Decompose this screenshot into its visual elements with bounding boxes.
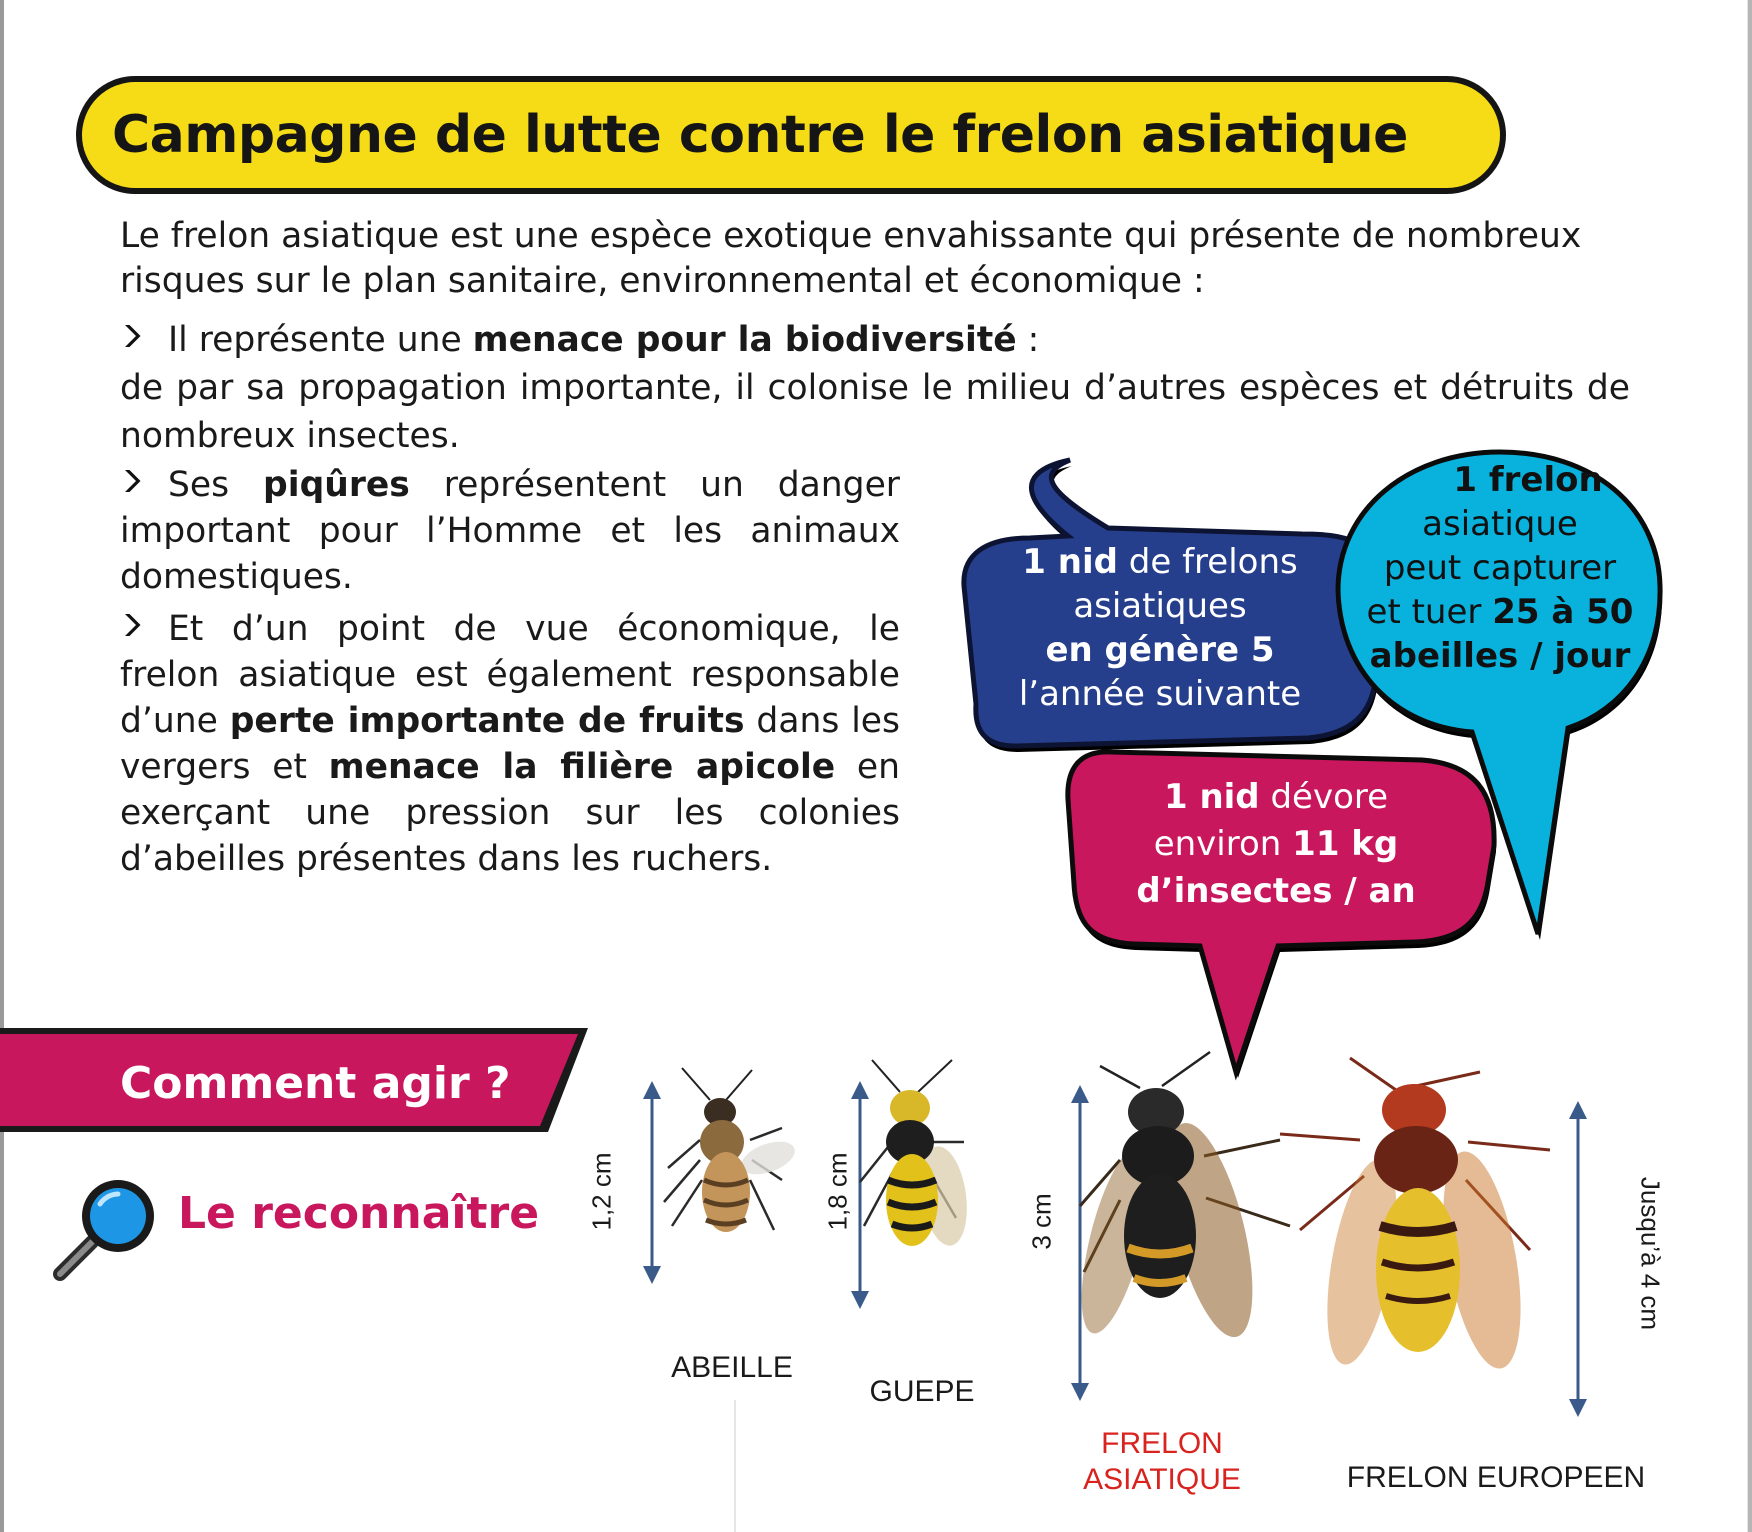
- bubble-line: l’année suivante: [1018, 674, 1302, 714]
- bubble-line: environ: [1153, 824, 1293, 864]
- abeille-size: 1,2 cm: [586, 1152, 617, 1231]
- bullet-text: Et d’un point de vue économique, le frelon asiatique est également responsable d’une: [120, 609, 900, 741]
- bullet-bold: perte importante de fruits: [229, 701, 745, 741]
- section-heading: Comment agir ?: [120, 1058, 511, 1109]
- page-edge-right: [1748, 0, 1752, 1532]
- bubble-bold: 11 kg: [1292, 824, 1399, 864]
- frelon-asiatique-illustration: [1068, 1052, 1290, 1345]
- page-edge-right-inner: [1747, 0, 1748, 1532]
- chevron-right-icon: [120, 469, 144, 493]
- bullet-text: Il représente une: [168, 320, 473, 360]
- bubble-bold: abeilles / jour: [1369, 636, 1631, 676]
- frelon-asiatique-label-line2: ASIATIQUE: [1083, 1463, 1241, 1496]
- frelon-asiatique-label-line1: FRELON: [1101, 1427, 1223, 1460]
- bullet-text: :: [1016, 320, 1040, 360]
- bullet-bold: piqûres: [263, 465, 410, 505]
- title-banner: [76, 76, 1506, 194]
- bubble-line: et tuer: [1366, 592, 1493, 632]
- bullet-bold: menace la filière apicole: [328, 747, 836, 787]
- frelon-asiatique-label: [1052, 1426, 1272, 1498]
- bullet-biodiversite: [120, 318, 1650, 363]
- bubble-devore-text: [1076, 774, 1476, 915]
- bullet-economique: [120, 606, 900, 882]
- guepe-label: GUEPE: [869, 1375, 975, 1408]
- chevron-right-icon: [120, 613, 144, 637]
- chevron-right-icon: [120, 324, 144, 348]
- bubble-bold: 1 nid: [1163, 777, 1260, 817]
- bubble-bold: en génère 5: [1045, 630, 1275, 670]
- bullet-bold: menace pour la biodiversité: [472, 320, 1017, 360]
- intro-paragraph: Le frelon asiatique est une espèce exotique envahissante qui présente de nombreux risques sur le plan sanitaire, environnemental et économique :: [120, 216, 1582, 301]
- guepe-illustration: [860, 1060, 973, 1249]
- frelon-europeen-label: FRELON EUROPEEN: [1346, 1461, 1646, 1494]
- abeille-label: ABEILLE: [671, 1351, 793, 1384]
- bubble-line: peut capturer: [1383, 548, 1617, 588]
- bubble-bold: d’insectes / an: [1136, 871, 1416, 911]
- frelon-asiatique-size: 3 cm: [1026, 1193, 1057, 1250]
- bubble-bold: 1 frelon: [1453, 460, 1603, 500]
- bubble-bold: 25 à 50: [1492, 592, 1634, 632]
- magnifier-icon: [52, 1176, 164, 1284]
- bubble-bold: 1 nid: [1022, 542, 1118, 582]
- bubble-frelon-text: [1340, 458, 1660, 678]
- bubble-line: de frelons: [1117, 542, 1298, 582]
- bubble-line: asiatique: [1422, 504, 1578, 544]
- guepe-size: 1,8 cm: [822, 1152, 853, 1231]
- frelon-europeen-illustration: [1280, 1058, 1550, 1374]
- page-edge-left: [0, 0, 4, 1532]
- bubble-line: asiatiques: [1073, 586, 1247, 626]
- bullet-text: représentent un danger important pour l’Homme et les animaux domestiques.: [120, 465, 900, 597]
- bullet-biodiversite-continuation: de par sa propagation importante, il colonise le milieu d’autres espèces et détruits de nombreux insectes.: [120, 368, 1630, 456]
- bullet-text: Ses: [168, 465, 264, 505]
- abeille-illustration: [664, 1068, 799, 1232]
- bullet-text: dans les vergers et: [120, 701, 900, 787]
- page-title: Campagne de lutte contre le frelon asiatique: [112, 105, 1408, 165]
- bubble-nid-text: [960, 540, 1360, 716]
- bubble-line: dévore: [1259, 777, 1389, 817]
- bullet-text: en exerçant une pression sur les colonies d’abeilles présentes dans les ruchers.: [120, 747, 900, 879]
- section-subheading: Le reconnaître: [178, 1188, 540, 1239]
- frelon-europeen-size: Jusqu’à 4 cm: [1635, 1176, 1666, 1331]
- bullet-piqures: [120, 462, 900, 600]
